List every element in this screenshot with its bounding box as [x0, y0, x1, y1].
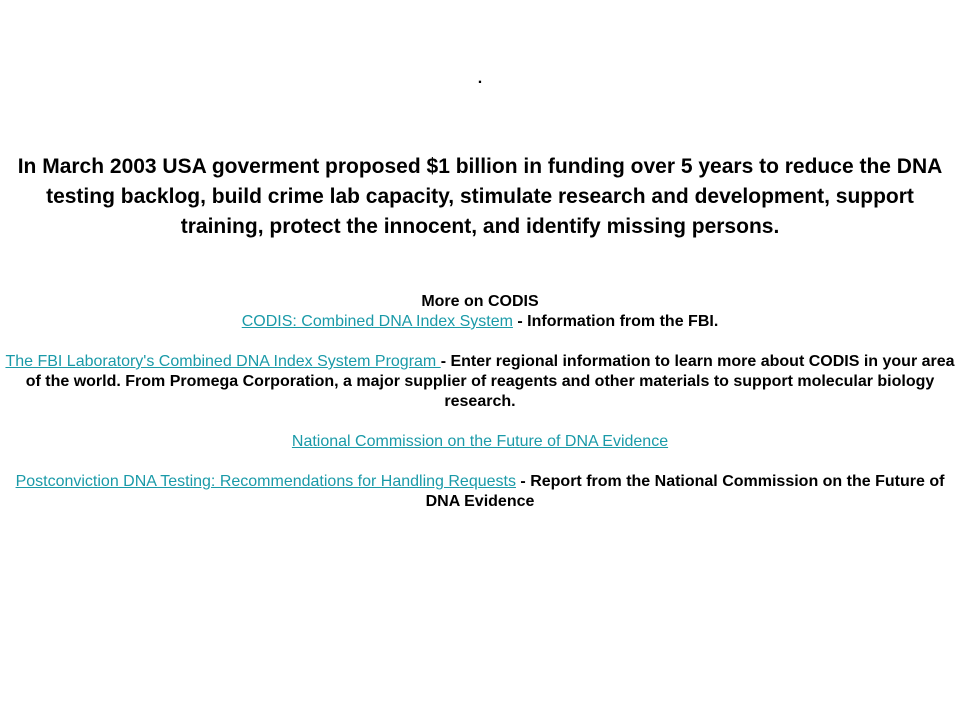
link-entry-postconviction [4, 472, 956, 512]
resource-links-section [4, 292, 956, 512]
link-entry-codis [4, 312, 956, 332]
fbi-codis-program-description: - Enter regional information to learn more about CODIS in your area of the world. From Promega Corporation, a major supplier of reagents and other materials to support molecular biology research. [25, 353, 955, 410]
spacer [4, 452, 956, 472]
spacer [4, 332, 956, 352]
fbi-codis-program-link[interactable]: The FBI Laboratory's Combined DNA Index System Program [5, 353, 441, 370]
postconviction-testing-link[interactable]: Postconviction DNA Testing: Recommendations for Handling Requests [15, 473, 516, 490]
top-marker: . [477, 70, 483, 87]
link-entry-fbi-program [4, 352, 956, 412]
more-on-codis-heading: More on CODIS [421, 293, 539, 310]
codis-link[interactable]: CODIS: Combined DNA Index System [241, 313, 513, 330]
spacer [4, 412, 956, 432]
link-entry-national-commission [4, 432, 956, 452]
codis-link-description: - Information from the FBI. [512, 313, 719, 330]
postconviction-testing-description: - Report from the National Commission on the Future of DNA Evidence [425, 473, 945, 510]
headline-paragraph: In March 2003 USA goverment proposed $1 billion in funding over 5 years to reduce the DNA testing backlog, build crime lab capacity, stimulate research and development, support training, protect the innocent, and identify missing persons. [17, 155, 943, 238]
national-commission-link[interactable]: National Commission on the Future of DNA Evidence [291, 433, 669, 450]
